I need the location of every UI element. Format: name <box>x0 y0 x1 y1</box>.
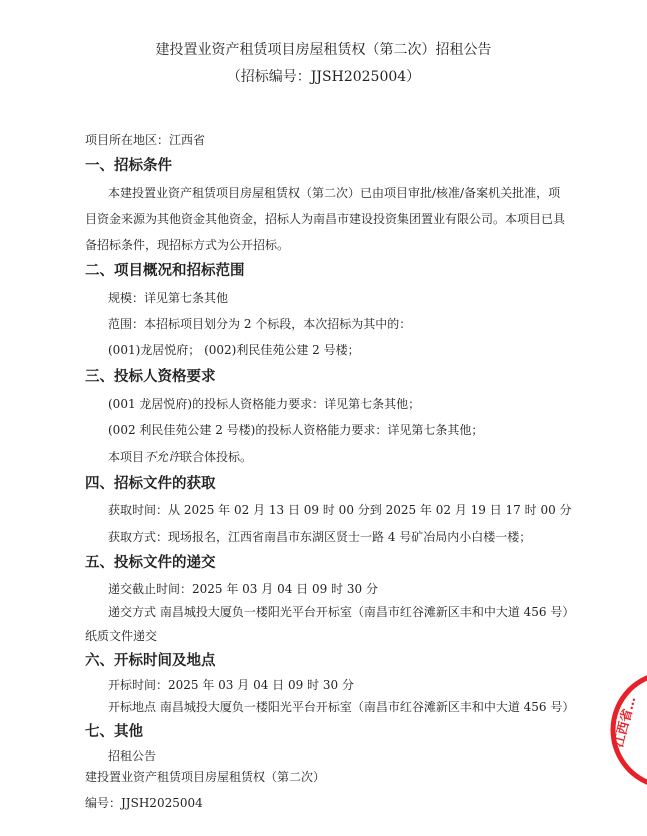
page-subtitle: （招标编号：JJSH2025004） <box>226 69 421 85</box>
paragraph-line: 获取方式：现场报名，江西省南昌市东湖区贤士一路 4 号矿冶局内小白楼一楼； <box>108 530 532 544</box>
section-heading: 七、其他 <box>85 724 143 740</box>
paragraph-line: 纸质文件递交 <box>85 629 158 643</box>
paragraph-line: (001 龙居悦府)的投标人资格能力要求：详见第七条其他； <box>108 397 421 411</box>
paragraph-line: 开标地点 南昌城投大厦负一楼阳光平台开标室（南昌市红谷滩新区丰和中大道 456 号） <box>108 700 575 714</box>
text: 联合体投标。 <box>180 450 253 464</box>
emphasis: 不允许 <box>144 450 181 464</box>
paragraph-line: 招租公告 <box>108 749 157 763</box>
paragraph-line: 建投置业资产租赁项目房屋租赁权（第二次） <box>85 770 326 784</box>
paragraph-line: 范围：本招标项目划分为 2 个标段，本次招标为其中的： <box>108 317 412 331</box>
consortium-line <box>108 449 252 465</box>
text: 本项目 <box>108 450 145 464</box>
paragraph-line: (001)龙居悦府； (002)利民佳苑公建 2 号楼； <box>108 343 360 357</box>
section-heading: 二、项目概况和招标范围 <box>85 263 245 279</box>
section-heading: 四、招标文件的获取 <box>85 476 216 492</box>
paragraph-line: 目资金来源为其他资金其他资金，招标人为南昌市建设投资集团置业有限公司。本项目已具 <box>85 212 566 226</box>
paragraph-line: 规模：详见第七条其他 <box>108 291 229 305</box>
paragraph-line: (002 利民佳苑公建 2 号楼)的投标人资格能力要求：详见第七条其他； <box>108 423 484 437</box>
seal-text: 江西省… <box>611 694 640 750</box>
region: 项目所在地区：江西省 <box>85 133 206 147</box>
paragraph-line: 编号：JJSH2025004 <box>85 796 203 810</box>
section-heading: 六、开标时间及地点 <box>85 653 216 669</box>
page-title: 建投置业资产租赁项目房屋租赁权（第二次）招租公告 <box>155 42 492 58</box>
official-seal <box>608 668 647 793</box>
paragraph-line: 本建投置业资产租赁项目房屋租赁权（第二次）已由项目审批/核准/备案机关批准，项 <box>108 186 561 200</box>
section-heading: 五、投标文件的递交 <box>85 555 216 571</box>
section-heading: 三、投标人资格要求 <box>85 369 216 385</box>
paragraph-line: 递交截止时间：2025 年 03 月 04 日 09 时 30 分 <box>108 582 378 596</box>
paragraph-line: 备招标条件，现招标方式为公开招标。 <box>85 238 290 252</box>
paragraph-line: 获取时间：从 2025 年 02 月 13 日 09 时 00 分到 2025 年 02 月 19 日 17 时 00 分 <box>108 503 572 517</box>
paragraph-line: 开标时间：2025 年 03 月 04 日 09 时 30 分 <box>108 678 354 692</box>
section-heading: 一、招标条件 <box>85 158 172 174</box>
paragraph-line: 递交方式 南昌城投大厦负一楼阳光平台开标室（南昌市红谷滩新区丰和中大道 456 号） <box>108 605 575 619</box>
